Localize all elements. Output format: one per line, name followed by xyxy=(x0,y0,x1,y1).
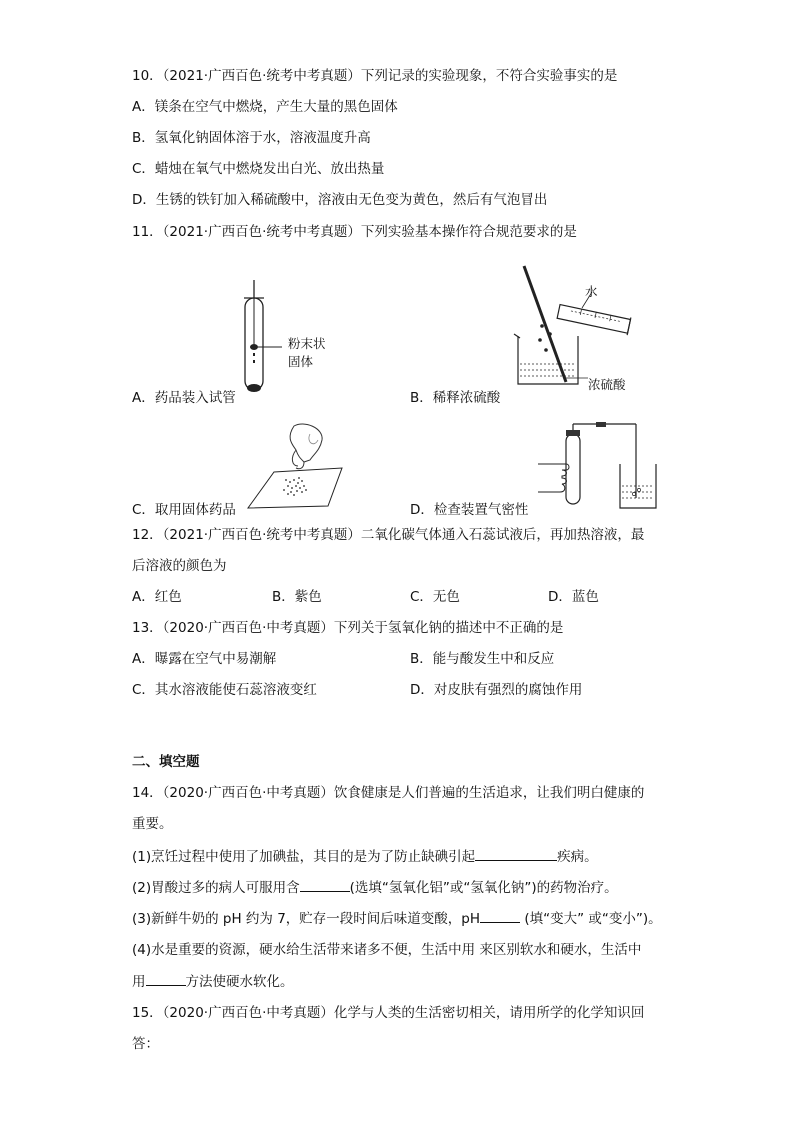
q12-stem-2: 后溶液的颜色为 xyxy=(132,558,227,574)
q14-part-3-text: (3)新鲜牛奶的 pH 约为 7，贮存一段时间后味道变酸，pH xyxy=(132,911,481,927)
q14-part-4-line2 xyxy=(132,971,294,992)
powder-label-2: 固体 xyxy=(288,354,314,369)
q10-stem: 10．（2021·广西百色·统考中考真题）下列记录的实验现象，不符合实验事实的是 xyxy=(132,68,618,84)
q10-option-c: C．蜡烛在氧气中燃烧发出白光、放出热量 xyxy=(132,161,385,177)
q10-option-b: B．氢氧化钠固体溶于水，溶液温度升高 xyxy=(132,130,371,146)
q14-stem-1: 14．（2020·广西百色·中考真题）饮食健康是人们普遍的生活追求，让我们明白健康的 xyxy=(132,785,645,801)
q12-stem-1: 12．（2021·广西百色·统考中考真题）二氧化碳气体通入石蕊试液后，再加热溶液，最 xyxy=(132,527,645,543)
q11-option-c: C．取用固体药品 xyxy=(132,502,236,518)
q13-stem: 13．（2020·广西百色·中考真题）下列关于氢氧化钠的描述中不正确的是 xyxy=(132,620,564,636)
q14-part-4-tail: 方法使硬水软化。 xyxy=(185,974,294,990)
q12-option-b: B．紫色 xyxy=(272,589,322,605)
q12-option-c: C．无色 xyxy=(410,589,460,605)
section-title: 二、填空题 xyxy=(132,754,200,770)
answer-blank-3[interactable] xyxy=(480,908,520,923)
q12-option-a: A．红色 xyxy=(132,589,182,605)
q13-option-c: C．其水溶液能使石蕊溶液变红 xyxy=(132,682,317,698)
q14-part-1-tail: 疾病。 xyxy=(557,849,598,865)
answer-blank-1[interactable] xyxy=(475,846,557,861)
q11-option-b: B．稀释浓硫酸 xyxy=(410,390,501,406)
q14-part-3-tail: (填“变大” 或“变小”)。 xyxy=(520,911,662,927)
q14-part-2-tail: (选填“氢氧化铝”或“氢氧化钠”)的药物治疗。 xyxy=(349,880,618,896)
q14-part-4-text: 用 xyxy=(132,974,146,990)
water-label: 水 xyxy=(585,284,598,299)
q11-option-d: D．检查装置气密性 xyxy=(410,502,529,518)
q12-option-d: D．蓝色 xyxy=(548,589,599,605)
q11-stem: 11．（2021·广西百色·统考中考真题）下列实验基本操作符合规范要求的是 xyxy=(132,224,577,240)
q15-stem-1: 15．（2020·广西百色·中考真题）化学与人类的生活密切相关，请用所学的化学知识回 xyxy=(132,1005,645,1021)
q10-option-d: D．生锈的铁钉加入稀硫酸中，溶液由无色变为黄色，然后有气泡冒出 xyxy=(132,192,548,208)
q14-part-2 xyxy=(132,877,618,898)
q14-stem-2: 重要。 xyxy=(132,816,173,832)
q13-option-a: A．曝露在空气中易潮解 xyxy=(132,651,277,667)
solid-reagent-figure xyxy=(244,420,344,510)
answer-blank-4[interactable] xyxy=(146,971,186,986)
answer-blank-2[interactable] xyxy=(300,877,350,892)
q14-part-2-text: (2)胃酸过多的病人可服用含 xyxy=(132,880,300,896)
q14-part-1-text: (1)烹饪过程中使用了加碘盐，其目的是为了防止缺碘引起 xyxy=(132,849,476,865)
q15-stem-2: 答： xyxy=(132,1036,159,1052)
powder-label-1: 粉末状 xyxy=(288,336,326,351)
q10-option-a: A．镁条在空气中燃烧，产生大量的黑色固体 xyxy=(132,99,398,115)
q13-option-d: D．对皮肤有强烈的腐蚀作用 xyxy=(410,682,583,698)
q14-part-1 xyxy=(132,846,598,867)
airtightness-figure xyxy=(536,420,662,512)
q11-option-a: A．药品装入试管 xyxy=(132,390,236,406)
q14-part-3 xyxy=(132,908,662,929)
q14-part-4-line1: (4)水是重要的资源，硬水给生活带来诸多不便，生活中用 来区别软水和硬水，生活中 xyxy=(132,942,642,958)
q13-option-b: B．能与酸发生中和反应 xyxy=(410,651,555,667)
acid-label: 浓硫酸 xyxy=(588,377,626,392)
